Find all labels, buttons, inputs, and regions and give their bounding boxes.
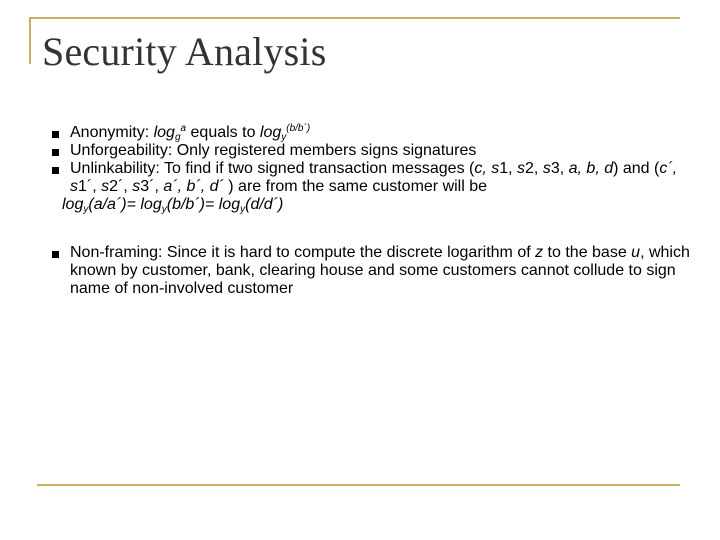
unlinkability-equation: $\log_y(a/a´)=$ $\log_y(b/b´)=$ $\log_y(d/d´)$ bbox=[62, 196, 284, 215]
top-horizontal-rule bbox=[29, 17, 680, 19]
bullet-list bbox=[52, 124, 692, 298]
bottom-horizontal-rule bbox=[37, 484, 680, 486]
bullet-item-unforgeability: Unforgeability: Only registered members signs signatures bbox=[52, 142, 692, 160]
square-bullet-icon bbox=[52, 251, 59, 258]
bullet-item-unlinkability: Unlinkability: To find if two signed transaction messages (c, s1, s2, s3, a, b, d) and (c´, s1´, s2´, s3´, a´, b´, d´ ) are from the same customer will be $\log_y(a/a´)=$ $\log_y(b/b´)=$ $\log_y(d/d´)$ bbox=[52, 160, 692, 214]
square-bullet-icon bbox=[52, 167, 59, 174]
bullet-item-anonymity: Anonymity: $\log_g^a$ equals to $\log_y^{(b/b´)}$ bbox=[52, 124, 692, 142]
slide-title: Security Analysis bbox=[42, 29, 327, 74]
square-bullet-icon bbox=[52, 149, 59, 156]
square-bullet-icon bbox=[52, 131, 59, 138]
title-vertical-rule bbox=[29, 18, 31, 64]
bullet-item-nonframing: Non-framing: Since it is hard to compute the discrete logarithm of z to the base u, which known by customer, bank, clearing house and some customers cannot collude to sign name of non-involved customer bbox=[52, 244, 692, 298]
